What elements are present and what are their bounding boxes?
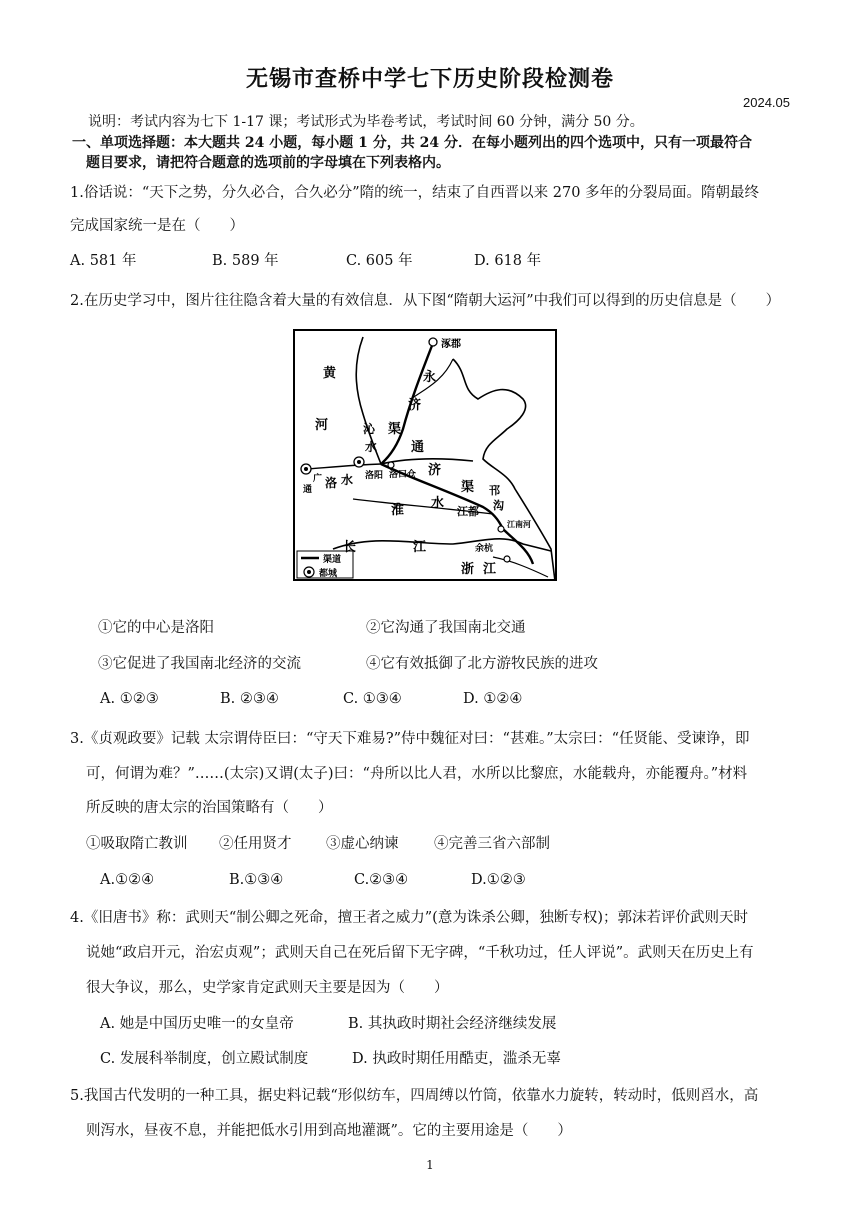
q3-stem-cont: 可，何谓为难？”……(太宗)又谓(太子)曰：“舟所以比人君，水所以比黎庶，水能载舟，亦能覆舟。”材料 — [86, 766, 748, 782]
map-label-jiangdu: 江都 — [457, 505, 479, 518]
q3-statement-3: ③虚心纳谏 — [326, 836, 399, 852]
map-label-huang: 黄 — [323, 366, 337, 381]
map-label-he: 河 — [315, 418, 329, 433]
q4-stem: 4.《旧唐书》称：武则天“制公卿之死命，擅王者之威力”(意为诛杀公卿，独断专权)；郭沫若评价武则天时 — [70, 910, 748, 926]
q2-option-b[interactable]: B. ②③④ — [220, 691, 279, 707]
map-label-tong2: 通 — [303, 485, 313, 495]
map-label-gou: 沟 — [493, 499, 504, 512]
q1-option-b[interactable]: B. 589 年 — [212, 253, 279, 269]
map-label-luokou: 洛口仓 — [389, 470, 417, 480]
q1-option-c[interactable]: C. 605 年 — [346, 253, 413, 269]
q3-stem-cont2: 所反映的唐太宗的治国策略有（ ） — [86, 800, 333, 816]
q2-statement-2: ②它沟通了我国南北交通 — [366, 620, 526, 636]
map-label-jiangnanhe: 江南河 — [507, 520, 531, 529]
q2-statement-3: ③它促进了我国南北经济的交流 — [98, 656, 301, 672]
map-label-han: 邗 — [489, 484, 500, 497]
q4-option-b[interactable]: B. 其执政时期社会经济继续发展 — [348, 1016, 557, 1032]
map-label-guang: 广 — [313, 474, 323, 484]
q4-option-a[interactable]: A. 她是中国历史唯一的女皇帝 — [100, 1016, 294, 1032]
q3-option-c[interactable]: C.②③④ — [354, 872, 409, 888]
q4-stem-cont2: 很大争议，那么，史学家肯定武则天主要是因为（ ） — [86, 980, 449, 996]
legend-label-capital: 都城 — [319, 569, 338, 579]
q1-option-a[interactable]: A. 581 年 — [70, 253, 137, 269]
map-label-luoyang: 洛阳 — [365, 471, 384, 481]
map-label-tong1: 通 — [411, 440, 425, 455]
exam-date: 2024.05 — [743, 95, 790, 110]
q2-option-c[interactable]: C. ①③④ — [343, 691, 402, 707]
q2-statement-1: ①它的中心是洛阳 — [98, 620, 214, 636]
q3-statement-1: ①吸取隋亡教训 — [86, 836, 188, 852]
q1-stem-cont: 完成国家统一是在（ ） — [70, 218, 244, 234]
map-label-zhe: 浙 — [461, 562, 475, 577]
map-label-ji: 济 — [408, 398, 422, 413]
sui-grand-canal-map — [293, 329, 557, 581]
map-label-huai: 淮 — [391, 503, 405, 518]
q3-option-d[interactable]: D.①②③ — [471, 872, 526, 888]
map-label-qu1: 渠 — [388, 422, 402, 437]
q4-option-c[interactable]: C. 发展科举制度，创立殿试制度 — [100, 1051, 309, 1067]
map-label-qin: 沁 — [363, 422, 376, 436]
section-heading-cont: 题目要求，请把符合题意的选项前的字母填在下列表格内。 — [86, 155, 450, 171]
q3-statement-2: ②任用贤才 — [219, 836, 292, 852]
map-label-luo: 洛 — [325, 476, 338, 490]
map-label-jiang: 江 — [413, 540, 427, 555]
map-label-qu2: 渠 — [461, 480, 475, 495]
q3-option-b[interactable]: B.①③④ — [229, 872, 284, 888]
map-label-jiang2: 江 — [483, 562, 497, 577]
map-label-zhuojun: 涿郡 — [441, 339, 461, 350]
map-label-shui2: 水 — [341, 473, 354, 487]
page-title: 无锡市查桥中学七下历史阶段检测卷 — [245, 66, 614, 92]
q2-option-d[interactable]: D. ①②④ — [463, 691, 523, 707]
map-label-yuhang: 余杭 — [475, 544, 494, 554]
q5-stem: 5.我国古代发明的一种工具，据史料记载“形似纺车，四周缚以竹筒，依靠水力旋转，转动时，低则舀水，高 — [70, 1088, 759, 1104]
q4-option-d[interactable]: D. 执政时期任用酷吏，滥杀无辜 — [352, 1051, 561, 1067]
section-heading: 一、单项选择题：本大题共 24 小题，每小题 1 分，共 24 分．在每小题列出的四个选项中，只有一项最符合 — [72, 135, 752, 151]
q2-option-a[interactable]: A. ①②③ — [100, 691, 159, 707]
map-label-ji2: 济 — [428, 463, 442, 478]
q4-stem-cont: 说她“政启开元，治宏贞观”；武则天自己在死后留下无字碑，“千秋功过，任人评说”。武则天在历史上有 — [86, 945, 754, 961]
map-label-shui3: 水 — [431, 496, 445, 511]
q2-stem: 2.在历史学习中，图片往往隐含着大量的有效信息．从下图“隋朝大运河”中我们可以得到的历史信息是（ ） — [70, 293, 781, 309]
exam-instructions: 说明：考试内容为七下 1-17 课；考试形式为毕卷考试，考试时间 60 分钟，满分 50 分。 — [88, 114, 644, 130]
q1-option-d[interactable]: D. 618 年 — [474, 253, 542, 269]
q3-option-a[interactable]: A.①②④ — [100, 872, 155, 888]
map-label-yong: 永 — [423, 370, 437, 385]
legend-label-canal: 渠道 — [323, 555, 342, 565]
page-number: 1 — [426, 1158, 434, 1172]
map-label-chang: 长 — [343, 540, 357, 555]
q3-statement-4: ④完善三省六部制 — [434, 836, 550, 852]
q5-stem-cont: 则泻水，昼夜不息，并能把低水引用到高地灌溉”。它的主要用途是（ ） — [86, 1123, 572, 1139]
q3-stem: 3.《贞观政要》记载 太宗谓侍臣曰：“守天下难易?”侍中魏征对曰：“甚难。”太宗曰：“任贤能、受谏诤，即 — [70, 731, 750, 747]
q2-statement-4: ④它有效抵御了北方游牧民族的进攻 — [366, 656, 598, 672]
q1-stem: 1.俗话说：“天下之势，分久必合，合久必分”隋的统一，结束了自西晋以来 270 多年的分裂局面。隋朝最终 — [70, 185, 760, 201]
map-label-shui1: 水 — [365, 440, 378, 454]
